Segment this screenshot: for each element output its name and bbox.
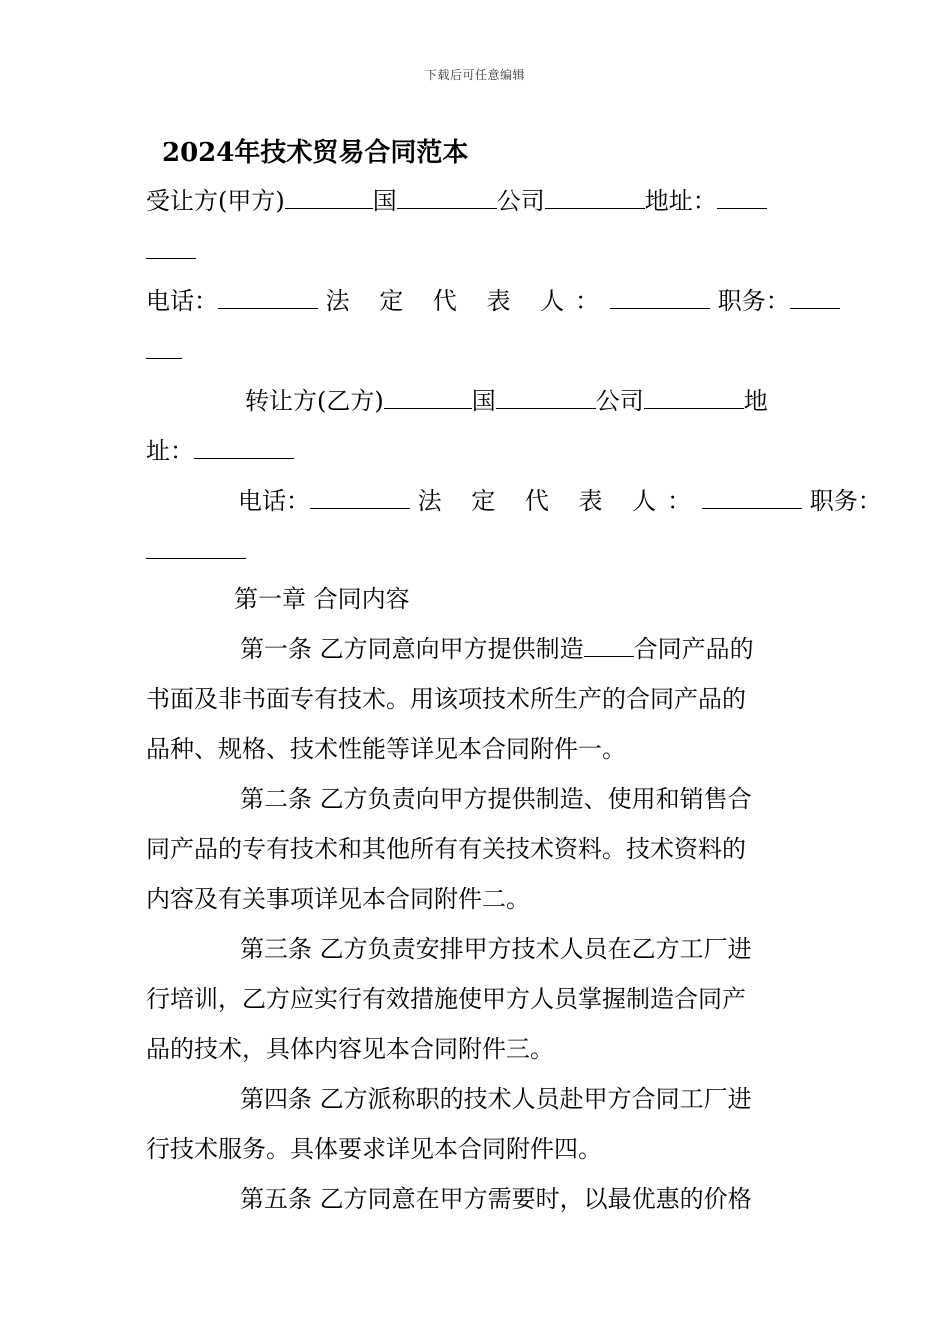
country-label: 国 [471, 387, 496, 415]
address-label-b: 址： [146, 437, 194, 465]
blank-field [146, 338, 182, 359]
blank-field [644, 388, 744, 409]
document-title: 2024年技术贸易合同范本 [162, 138, 469, 168]
position-label: 职务： [809, 487, 882, 515]
article-1-line-1 [240, 634, 754, 664]
blank-field [384, 388, 472, 409]
blank-field [146, 238, 196, 259]
blank-field [194, 438, 294, 459]
article-5-line-1: 第五条 乙方同意在甲方需要时，以最优惠的价格 [240, 1185, 752, 1213]
blank-field [146, 538, 246, 559]
address-label: 地址： [644, 187, 717, 215]
position-label: 职务： [717, 287, 790, 315]
rep-label: 法 定 代 表 人： [417, 487, 703, 515]
blank-field [310, 488, 410, 509]
blank-field [702, 488, 802, 509]
header-note: 下载后可任意编辑 [424, 68, 525, 82]
party-b-line-2 [146, 436, 294, 466]
phone-label: 电话： [238, 487, 310, 515]
party-a-label: 受让方(甲方) [146, 187, 285, 215]
party-a-line-3 [146, 286, 840, 316]
phone-label: 电话： [146, 287, 218, 315]
article-1-line-3: 品种、规格、技术性能等详见本合同附件一。 [146, 735, 626, 763]
article-3-line-1: 第三条 乙方负责安排甲方技术人员在乙方工厂进 [240, 935, 752, 963]
blank-field [717, 188, 767, 209]
article-2-line-2: 同产品的专有技术和其他所有有关技术资料。技术资料的 [146, 835, 746, 863]
party-a-line-4 [146, 336, 182, 366]
article-3-line-3: 品的技术，具体内容见本合同附件三。 [146, 1035, 554, 1063]
article-1-text-a: 第一条 乙方同意向甲方提供制造 [240, 635, 584, 663]
blank-field [285, 188, 373, 209]
party-b-label: 转让方(乙方) [245, 387, 384, 415]
article-1-line-2: 书面及非书面专有技术。用该项技术所生产的合同产品的 [146, 685, 746, 713]
article-2-line-3: 内容及有关事项详见本合同附件二。 [146, 885, 530, 913]
blank-field [584, 636, 634, 657]
article-4-line-2: 行技术服务。具体要求详见本合同附件四。 [146, 1135, 602, 1163]
rep-label: 法 定 代 表 人： [325, 287, 611, 315]
article-4-line-1: 第四条 乙方派称职的技术人员赴甲方合同工厂进 [240, 1085, 752, 1113]
article-2-line-1: 第二条 乙方负责向甲方提供制造、使用和销售合 [240, 785, 752, 813]
party-a-line-2 [146, 236, 196, 266]
party-b-line-1 [245, 386, 768, 416]
party-a-line-1 [146, 186, 767, 216]
blank-field [545, 188, 645, 209]
blank-field [610, 288, 710, 309]
blank-field [397, 188, 497, 209]
blank-field [218, 288, 318, 309]
blank-field [790, 288, 840, 309]
company-label: 公司 [595, 387, 644, 415]
article-3-line-2: 行培训，乙方应实行有效措施使甲方人员掌握制造合同产 [146, 985, 746, 1013]
company-label: 公司 [496, 187, 545, 215]
address-label-a: 地 [743, 387, 768, 415]
country-label: 国 [372, 187, 397, 215]
chapter-heading: 第一章 合同内容 [234, 585, 410, 613]
article-1-text-b: 合同产品的 [633, 635, 754, 663]
blank-field [496, 388, 596, 409]
party-b-line-3 [238, 486, 882, 516]
party-b-line-4 [146, 536, 246, 566]
